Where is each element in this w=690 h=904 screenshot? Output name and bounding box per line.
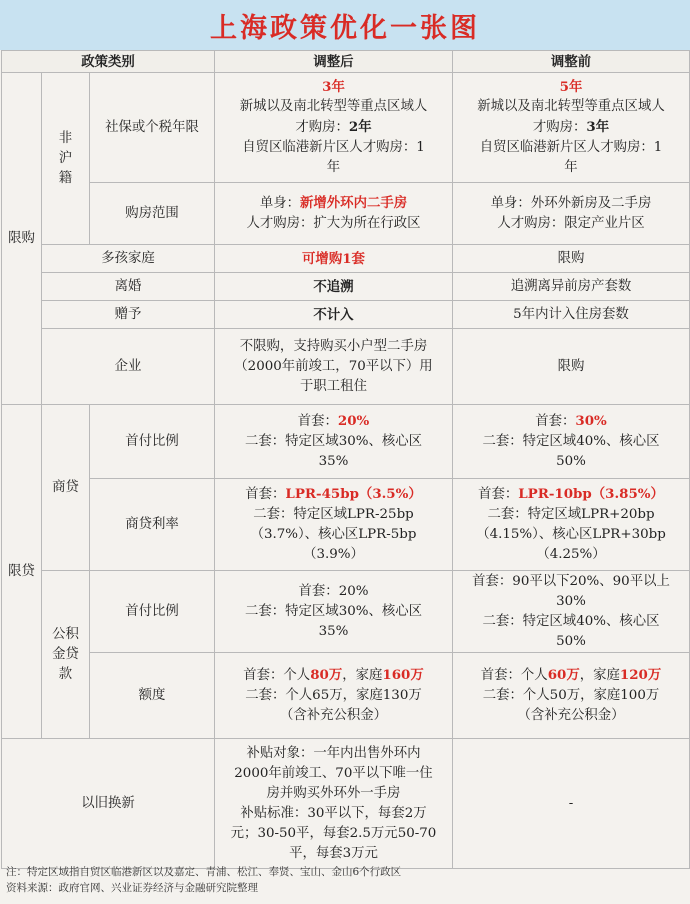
text-line (218, 117, 449, 138)
cell-after: 不计入 (215, 301, 453, 329)
text-line: 50% (556, 454, 586, 469)
cell-after (215, 571, 453, 653)
group-label-line: 非 (58, 130, 73, 146)
text-fragment: 首套：个人 (243, 668, 311, 683)
text-line: 新城以及南北转型等重点区域人 (477, 99, 665, 114)
text-line: 补贴对象：一年内出售外环内 (246, 745, 421, 761)
value-highlight: 60万 (547, 667, 580, 683)
cell-after (215, 739, 453, 869)
table-header-row (2, 51, 690, 73)
cell-before (453, 653, 690, 739)
value-highlight: 3年 (322, 79, 345, 95)
text-line: 50% (556, 633, 586, 649)
text-line: 新城以及南北转型等重点区域人 (239, 99, 428, 114)
text-line (218, 411, 449, 432)
text-line: 自贸区临港新片区人才购房：1 (242, 140, 425, 155)
footnote: 注：特定区域指自贸区临港新区以及嘉定、青浦、松江、奉贤、宝山、金山6个行政区 (6, 866, 402, 878)
value-highlight: 5年 (559, 79, 583, 95)
text-fragment: ，家庭 (579, 668, 620, 683)
text-line: 人才购房：限定产业片区 (497, 215, 645, 231)
text-line (456, 117, 686, 138)
header-category: 政策类别 (2, 51, 215, 73)
text-line: 二套：个人50万，家庭100万 (482, 688, 660, 703)
text-line: （含补充公积金） (517, 708, 625, 723)
table-row (2, 73, 690, 183)
group-label-line: 款 (58, 666, 73, 682)
row-label: 商贷利率 (90, 479, 215, 571)
text-line: 首套：90平以下20%、90平以上 (472, 573, 670, 589)
cell-before (453, 73, 690, 183)
text-line: 人才购房：扩大为所在行政区 (246, 216, 421, 231)
table-row (2, 183, 690, 245)
text-line: （4.25%） (536, 547, 606, 562)
value-highlight: 120万 (619, 667, 662, 683)
value-highlight: 80万 (310, 667, 343, 683)
text-line: （3.9%） (303, 547, 364, 562)
text-line: 补贴标准：30平以下，每套2万 (240, 805, 427, 821)
text-line: 二套：个人65万，家庭130万 (245, 688, 422, 703)
row-label: 首付比例 (90, 405, 215, 479)
cell-after (215, 183, 453, 245)
page-title: 上海政策优化一张图 (0, 0, 690, 50)
value-highlight: 新增外环内二手房 (300, 195, 408, 211)
group-label-line: 籍 (58, 170, 73, 186)
cell-after (215, 653, 453, 739)
row-label: 离婚 (42, 273, 215, 301)
table-row (2, 571, 690, 653)
value-highlight: 30% (575, 413, 607, 429)
table-row (2, 479, 690, 571)
cell-before: 限购 (453, 329, 690, 405)
value-highlight: LPR-45bp（3.5%） (285, 486, 422, 502)
text-line (456, 411, 686, 432)
value-highlight: 20% (337, 413, 370, 429)
group-label-line: 金贷 (52, 646, 79, 662)
section-loan-limit: 限贷 (2, 405, 42, 739)
text-line: 2000年前竣工、70平以下唯一住 (234, 765, 433, 781)
table-row (2, 739, 690, 869)
text-line: 35% (318, 454, 349, 469)
text-line: 元；30-50平，每套2.5万元50-70 (230, 825, 437, 841)
cell-before (453, 571, 690, 653)
text-fragment: 首套： (478, 487, 519, 502)
text-line (218, 193, 449, 214)
cell-after (215, 73, 453, 183)
text-line: （含补充公积金） (279, 708, 388, 723)
text-line: 年 (564, 160, 578, 175)
text-fragment: 首套： (245, 487, 286, 502)
cell-before (453, 479, 690, 571)
table-row (2, 329, 690, 405)
cell-before (453, 183, 690, 245)
text-line: 30% (556, 593, 586, 609)
text-line: 房并购买外环外一手房 (266, 785, 401, 801)
text-line: 单身：外环外新房及二手房 (490, 195, 652, 211)
table-row (2, 273, 690, 301)
text-fragment: 单身： (259, 196, 301, 211)
group-commercial: 商贷 (42, 405, 90, 571)
text-line: 平，每套3万元 (289, 845, 378, 861)
section-purchase-limit: 限购 (2, 73, 42, 405)
text-line (218, 665, 449, 686)
text-line: 首套：20% (298, 583, 369, 599)
row-label: 赠予 (42, 301, 215, 329)
row-label: 以旧换新 (2, 739, 215, 869)
text-line: 二套：特定区域40%、核心区 (482, 613, 660, 629)
text-fragment: 才购房： (295, 120, 349, 135)
cell-after: 可增购1套 (215, 245, 453, 273)
header-before: 调整前 (453, 51, 690, 73)
text-line: 二套：特定区域30%、核心区 (244, 603, 423, 619)
row-label: 多孩家庭 (42, 245, 215, 273)
text-line: 二套：特定区域30%、核心区 (244, 434, 423, 449)
row-label: 首付比例 (90, 571, 215, 653)
text-fragment: 首套：个人 (480, 668, 548, 683)
cell-after (215, 405, 453, 479)
cell-before (453, 405, 690, 479)
text-fragment: ，家庭 (342, 668, 383, 683)
table-row (2, 245, 690, 273)
text-line: 二套：特定区域LPR+20bp (487, 507, 655, 522)
row-label: 额度 (90, 653, 215, 739)
policy-table (1, 50, 690, 869)
text-line: （2000年前竣工，70平以下）用 (234, 358, 433, 374)
table-row (2, 653, 690, 739)
text-line: 于职工租住 (300, 378, 367, 394)
cell-after: 不追溯 (215, 273, 453, 301)
text-line (456, 484, 686, 505)
value-highlight: 2年 (348, 119, 372, 135)
text-line: 二套：特定区域LPR-25bp (253, 507, 414, 522)
cell-after (215, 479, 453, 571)
cell-before: 追溯离异前房产套数 (453, 273, 690, 301)
cell-before: - (453, 739, 690, 869)
text-fragment: 首套： (535, 414, 576, 429)
text-line: （3.7%）、核心区LPR-5bp (250, 527, 417, 542)
cell-before: 5年内计入住房套数 (453, 301, 690, 329)
cell-before: 限购 (453, 245, 690, 273)
text-line (456, 665, 686, 686)
value-highlight: LPR-10bp（3.85%） (518, 486, 664, 502)
row-label: 购房范围 (90, 183, 215, 245)
group-provident (42, 571, 90, 739)
text-line (218, 484, 449, 505)
header-after: 调整后 (215, 51, 453, 73)
text-fragment: 首套： (297, 414, 338, 429)
group-label-line: 公积 (52, 626, 79, 642)
row-label: 社保或个税年限 (90, 73, 215, 183)
text-line: 自贸区临港新片区人才购房：1 (479, 140, 663, 155)
table-row (2, 405, 690, 479)
value-highlight: 3年 (586, 119, 610, 135)
text-line: 年 (326, 160, 341, 175)
source-note: 资料来源：政府官网、兴业证券经济与金融研究院整理 (6, 882, 258, 894)
table-row (2, 301, 690, 329)
text-line: 不限购，支持购买小户型二手房 (239, 338, 428, 354)
footnotes (6, 864, 686, 896)
value-highlight: 160万 (382, 667, 424, 683)
cell-after (215, 329, 453, 405)
row-label: 企业 (42, 329, 215, 405)
group-label-line: 沪 (58, 150, 73, 166)
text-line: （4.15%）、核心区LPR+30bp (476, 527, 666, 542)
text-line: 二套：特定区域40%、核心区 (482, 434, 660, 449)
group-nonlocal (42, 73, 90, 245)
text-line: 35% (318, 623, 349, 639)
text-fragment: 才购房： (532, 120, 587, 135)
